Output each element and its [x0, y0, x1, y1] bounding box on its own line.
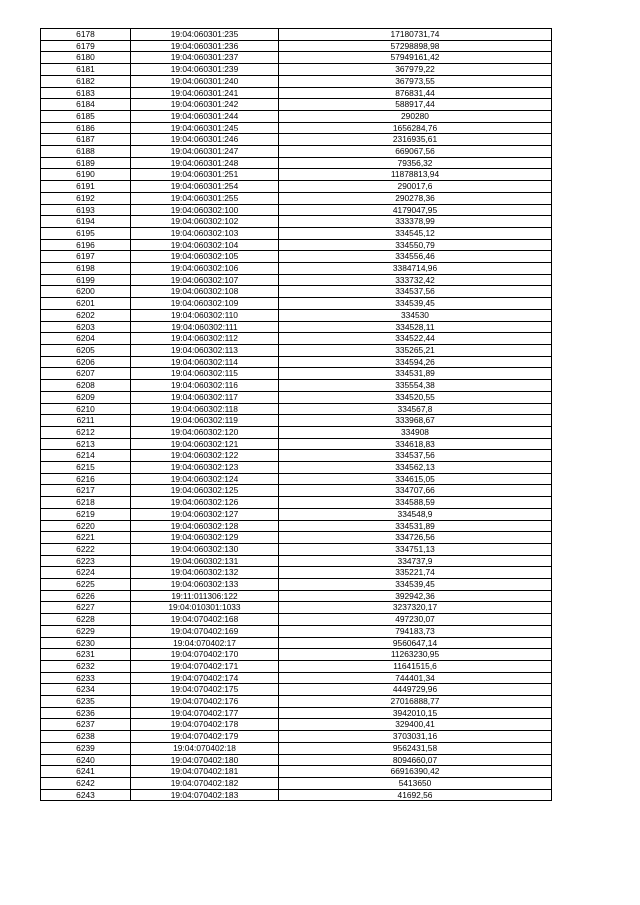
row-number-cell: 6184 — [41, 99, 131, 111]
table-row — [41, 263, 552, 275]
table-row — [41, 99, 552, 111]
cadastral-number-cell: 19:04:060301:242 — [131, 99, 279, 111]
table-row — [41, 122, 552, 134]
table-row — [41, 473, 552, 485]
row-number-cell: 6214 — [41, 450, 131, 462]
table-row — [41, 719, 552, 731]
value-cell: 334522,44 — [279, 333, 552, 345]
table-row — [41, 438, 552, 450]
value-cell: 333732,42 — [279, 274, 552, 286]
value-cell: 334618,83 — [279, 438, 552, 450]
table-row — [41, 590, 552, 602]
value-cell: 334707,66 — [279, 485, 552, 497]
cadastral-number-cell: 19:04:070402:182 — [131, 778, 279, 790]
row-number-cell: 6199 — [41, 274, 131, 286]
row-number-cell: 6240 — [41, 754, 131, 766]
row-number-cell: 6178 — [41, 29, 131, 41]
cadastral-number-cell: 19:04:070402:181 — [131, 766, 279, 778]
table-row — [41, 707, 552, 719]
value-cell: 41692,56 — [279, 789, 552, 801]
cadastral-number-cell: 19:04:060301:235 — [131, 29, 279, 41]
table-row — [41, 344, 552, 356]
table-row — [41, 134, 552, 146]
row-number-cell: 6206 — [41, 356, 131, 368]
value-cell: 334537,56 — [279, 450, 552, 462]
table-row — [41, 333, 552, 345]
row-number-cell: 6197 — [41, 251, 131, 263]
value-cell: 9562431,58 — [279, 742, 552, 754]
cadastral-number-cell: 19:04:060301:241 — [131, 87, 279, 99]
table-body — [41, 29, 552, 801]
cadastral-number-cell: 19:04:060302:124 — [131, 473, 279, 485]
row-number-cell: 6202 — [41, 309, 131, 321]
table-row — [41, 87, 552, 99]
value-cell: 2316935,61 — [279, 134, 552, 146]
row-number-cell: 6192 — [41, 192, 131, 204]
table-row — [41, 29, 552, 41]
cadastral-number-cell: 19:04:070402:176 — [131, 696, 279, 708]
cadastral-number-cell: 19:04:060302:128 — [131, 520, 279, 532]
row-number-cell: 6208 — [41, 380, 131, 392]
row-number-cell: 6224 — [41, 567, 131, 579]
cadastral-number-cell: 19:04:060302:113 — [131, 344, 279, 356]
value-cell: 334737,9 — [279, 555, 552, 567]
table-row — [41, 649, 552, 661]
row-number-cell: 6225 — [41, 579, 131, 591]
row-number-cell: 6190 — [41, 169, 131, 181]
table-row — [41, 216, 552, 228]
table-row — [41, 274, 552, 286]
table-row — [41, 227, 552, 239]
cadastral-number-cell: 19:04:060302:102 — [131, 216, 279, 228]
cadastral-number-cell: 19:04:060302:105 — [131, 251, 279, 263]
value-cell: 335554,38 — [279, 380, 552, 392]
table-row — [41, 543, 552, 555]
value-cell: 333968,67 — [279, 415, 552, 427]
row-number-cell: 6195 — [41, 227, 131, 239]
cadastral-number-cell: 19:04:060302:103 — [131, 227, 279, 239]
cadastral-number-cell: 19:04:070402:177 — [131, 707, 279, 719]
row-number-cell: 6189 — [41, 157, 131, 169]
cadastral-number-cell: 19:04:060302:131 — [131, 555, 279, 567]
value-cell: 669067,56 — [279, 146, 552, 158]
cadastral-number-cell: 19:04:060302:127 — [131, 508, 279, 520]
table-row — [41, 462, 552, 474]
row-number-cell: 6217 — [41, 485, 131, 497]
cadastral-number-cell: 19:04:070402:179 — [131, 731, 279, 743]
row-number-cell: 6207 — [41, 368, 131, 380]
cadastral-number-cell: 19:04:060301:251 — [131, 169, 279, 181]
cadastral-number-cell: 19:04:010301:1033 — [131, 602, 279, 614]
value-cell: 334548,9 — [279, 508, 552, 520]
value-cell: 3384714,96 — [279, 263, 552, 275]
value-cell: 9560647,14 — [279, 637, 552, 649]
value-cell: 794183,73 — [279, 625, 552, 637]
cadastral-number-cell: 19:04:060301:255 — [131, 192, 279, 204]
row-number-cell: 6221 — [41, 532, 131, 544]
cadastral-number-cell: 19:04:060302:119 — [131, 415, 279, 427]
row-number-cell: 6203 — [41, 321, 131, 333]
cadastral-number-cell: 19:04:070402:180 — [131, 754, 279, 766]
value-cell: 290280 — [279, 110, 552, 122]
cadastral-number-cell: 19:04:060301:240 — [131, 75, 279, 87]
table-row — [41, 532, 552, 544]
value-cell: 334545,12 — [279, 227, 552, 239]
table-row — [41, 508, 552, 520]
row-number-cell: 6183 — [41, 87, 131, 99]
row-number-cell: 6181 — [41, 64, 131, 76]
value-cell: 334588,59 — [279, 497, 552, 509]
table-row — [41, 415, 552, 427]
cadastral-number-cell: 19:04:060301:236 — [131, 40, 279, 52]
value-cell: 335265,21 — [279, 344, 552, 356]
cadastral-number-cell: 19:04:060302:123 — [131, 462, 279, 474]
row-number-cell: 6210 — [41, 403, 131, 415]
value-cell: 334531,89 — [279, 368, 552, 380]
row-number-cell: 6237 — [41, 719, 131, 731]
cadastral-number-cell: 19:04:060302:108 — [131, 286, 279, 298]
value-cell: 8094660,07 — [279, 754, 552, 766]
value-cell: 335221,74 — [279, 567, 552, 579]
table-row — [41, 204, 552, 216]
table-row — [41, 110, 552, 122]
cadastral-number-cell: 19:04:060301:237 — [131, 52, 279, 64]
row-number-cell: 6234 — [41, 684, 131, 696]
cadastral-number-cell: 19:04:070402:18 — [131, 742, 279, 754]
table-row — [41, 146, 552, 158]
table-row — [41, 75, 552, 87]
row-number-cell: 6241 — [41, 766, 131, 778]
table-row — [41, 485, 552, 497]
cadastral-number-cell: 19:04:060302:116 — [131, 380, 279, 392]
row-number-cell: 6242 — [41, 778, 131, 790]
row-number-cell: 6243 — [41, 789, 131, 801]
value-cell: 66916390,42 — [279, 766, 552, 778]
table-row — [41, 614, 552, 626]
value-cell: 392942,36 — [279, 590, 552, 602]
row-number-cell: 6211 — [41, 415, 131, 427]
value-cell: 334556,46 — [279, 251, 552, 263]
table-row — [41, 579, 552, 591]
cadastral-number-cell: 19:04:070402:178 — [131, 719, 279, 731]
table-row — [41, 766, 552, 778]
cadastral-number-cell: 19:04:060301:248 — [131, 157, 279, 169]
row-number-cell: 6230 — [41, 637, 131, 649]
row-number-cell: 6216 — [41, 473, 131, 485]
value-cell: 57949161,42 — [279, 52, 552, 64]
value-cell: 588917,44 — [279, 99, 552, 111]
cadastral-number-cell: 19:04:060301:245 — [131, 122, 279, 134]
cadastral-number-cell: 19:04:060302:111 — [131, 321, 279, 333]
table-row — [41, 380, 552, 392]
cadastral-number-cell: 19:04:060302:129 — [131, 532, 279, 544]
cadastral-number-cell: 19:04:060302:121 — [131, 438, 279, 450]
table-row — [41, 696, 552, 708]
cadastral-number-cell: 19:04:060302:104 — [131, 239, 279, 251]
value-cell: 876831,44 — [279, 87, 552, 99]
cadastral-number-cell: 19:04:060301:247 — [131, 146, 279, 158]
cadastral-number-cell: 19:04:060302:125 — [131, 485, 279, 497]
table-row — [41, 286, 552, 298]
value-cell: 497230,07 — [279, 614, 552, 626]
value-cell: 367973,55 — [279, 75, 552, 87]
cadastral-number-cell: 19:11:011306:122 — [131, 590, 279, 602]
table-row — [41, 625, 552, 637]
cadastral-number-cell: 19:04:060301:244 — [131, 110, 279, 122]
value-cell: 57298898,98 — [279, 40, 552, 52]
row-number-cell: 6223 — [41, 555, 131, 567]
cadastral-number-cell: 19:04:070402:169 — [131, 625, 279, 637]
table-row — [41, 754, 552, 766]
value-cell: 334594,26 — [279, 356, 552, 368]
row-number-cell: 6229 — [41, 625, 131, 637]
value-cell: 1656284,76 — [279, 122, 552, 134]
table-row — [41, 309, 552, 321]
cadastral-number-cell: 19:04:060301:254 — [131, 181, 279, 193]
table-row — [41, 520, 552, 532]
cadastral-number-cell: 19:04:070402:171 — [131, 660, 279, 672]
table-row — [41, 298, 552, 310]
cadastral-number-cell: 19:04:060302:106 — [131, 263, 279, 275]
row-number-cell: 6231 — [41, 649, 131, 661]
row-number-cell: 6188 — [41, 146, 131, 158]
cadastral-number-cell: 19:04:060302:117 — [131, 391, 279, 403]
row-number-cell: 6187 — [41, 134, 131, 146]
cadastral-number-cell: 19:04:070402:170 — [131, 649, 279, 661]
cadastral-number-cell: 19:04:060301:239 — [131, 64, 279, 76]
row-number-cell: 6185 — [41, 110, 131, 122]
cadastral-number-cell: 19:04:060302:114 — [131, 356, 279, 368]
cadastral-number-cell: 19:04:060302:112 — [131, 333, 279, 345]
value-cell: 334531,89 — [279, 520, 552, 532]
value-cell: 333378,99 — [279, 216, 552, 228]
row-number-cell: 6220 — [41, 520, 131, 532]
row-number-cell: 6200 — [41, 286, 131, 298]
cadastral-number-cell: 19:04:060302:118 — [131, 403, 279, 415]
cadastral-number-cell: 19:04:060302:100 — [131, 204, 279, 216]
table-row — [41, 181, 552, 193]
row-number-cell: 6194 — [41, 216, 131, 228]
value-cell: 367979,22 — [279, 64, 552, 76]
value-cell: 11263230,95 — [279, 649, 552, 661]
data-table — [40, 28, 552, 801]
value-cell: 334567,8 — [279, 403, 552, 415]
cadastral-number-cell: 19:04:070402:168 — [131, 614, 279, 626]
value-cell: 334550,79 — [279, 239, 552, 251]
table-row — [41, 356, 552, 368]
cadastral-number-cell: 19:04:070402:175 — [131, 684, 279, 696]
value-cell: 4179047,95 — [279, 204, 552, 216]
table-row — [41, 450, 552, 462]
value-cell: 334537,56 — [279, 286, 552, 298]
cadastral-number-cell: 19:04:060302:122 — [131, 450, 279, 462]
table-row — [41, 602, 552, 614]
row-number-cell: 6193 — [41, 204, 131, 216]
value-cell: 334520,55 — [279, 391, 552, 403]
cadastral-number-cell: 19:04:060302:132 — [131, 567, 279, 579]
value-cell: 79356,32 — [279, 157, 552, 169]
cadastral-number-cell: 19:04:060302:133 — [131, 579, 279, 591]
row-number-cell: 6179 — [41, 40, 131, 52]
value-cell: 334751,13 — [279, 543, 552, 555]
table-row — [41, 660, 552, 672]
row-number-cell: 6236 — [41, 707, 131, 719]
value-cell: 290017,6 — [279, 181, 552, 193]
table-row — [41, 426, 552, 438]
value-cell: 334539,45 — [279, 298, 552, 310]
row-number-cell: 6239 — [41, 742, 131, 754]
value-cell: 334528,11 — [279, 321, 552, 333]
table-row — [41, 391, 552, 403]
table-row — [41, 64, 552, 76]
cadastral-number-cell: 19:04:060302:126 — [131, 497, 279, 509]
cadastral-number-cell: 19:04:070402:17 — [131, 637, 279, 649]
cadastral-number-cell: 19:04:060302:130 — [131, 543, 279, 555]
value-cell: 27016888,77 — [279, 696, 552, 708]
row-number-cell: 6191 — [41, 181, 131, 193]
value-cell: 334539,45 — [279, 579, 552, 591]
value-cell: 3703031,16 — [279, 731, 552, 743]
row-number-cell: 6227 — [41, 602, 131, 614]
value-cell: 5413650 — [279, 778, 552, 790]
table-row — [41, 497, 552, 509]
row-number-cell: 6182 — [41, 75, 131, 87]
row-number-cell: 6198 — [41, 263, 131, 275]
cadastral-number-cell: 19:04:070402:174 — [131, 672, 279, 684]
table-row — [41, 403, 552, 415]
row-number-cell: 6218 — [41, 497, 131, 509]
value-cell: 334726,56 — [279, 532, 552, 544]
value-cell: 334562,13 — [279, 462, 552, 474]
table-row — [41, 52, 552, 64]
row-number-cell: 6212 — [41, 426, 131, 438]
table-row — [41, 672, 552, 684]
row-number-cell: 6186 — [41, 122, 131, 134]
table-row — [41, 731, 552, 743]
table-row — [41, 40, 552, 52]
cadastral-number-cell: 19:04:060301:246 — [131, 134, 279, 146]
table-row — [41, 239, 552, 251]
row-number-cell: 6238 — [41, 731, 131, 743]
value-cell: 17180731,74 — [279, 29, 552, 41]
cadastral-number-cell: 19:04:060302:115 — [131, 368, 279, 380]
table-row — [41, 637, 552, 649]
row-number-cell: 6196 — [41, 239, 131, 251]
table-row — [41, 789, 552, 801]
value-cell: 3237320,17 — [279, 602, 552, 614]
row-number-cell: 6222 — [41, 543, 131, 555]
row-number-cell: 6209 — [41, 391, 131, 403]
row-number-cell: 6232 — [41, 660, 131, 672]
table-row — [41, 742, 552, 754]
value-cell: 3942010,15 — [279, 707, 552, 719]
value-cell: 334615,05 — [279, 473, 552, 485]
cadastral-number-cell: 19:04:060302:107 — [131, 274, 279, 286]
table-row — [41, 684, 552, 696]
cadastral-number-cell: 19:04:060302:110 — [131, 309, 279, 321]
cadastral-number-cell: 19:04:060302:109 — [131, 298, 279, 310]
row-number-cell: 6215 — [41, 462, 131, 474]
row-number-cell: 6180 — [41, 52, 131, 64]
value-cell: 4449729,96 — [279, 684, 552, 696]
row-number-cell: 6213 — [41, 438, 131, 450]
value-cell: 329400,41 — [279, 719, 552, 731]
table-row — [41, 567, 552, 579]
table-row — [41, 368, 552, 380]
cadastral-number-cell: 19:04:060302:120 — [131, 426, 279, 438]
table-row — [41, 321, 552, 333]
row-number-cell: 6201 — [41, 298, 131, 310]
value-cell: 290278,36 — [279, 192, 552, 204]
row-number-cell: 6235 — [41, 696, 131, 708]
value-cell: 11878813,94 — [279, 169, 552, 181]
table-row — [41, 169, 552, 181]
table-row — [41, 555, 552, 567]
table-row — [41, 157, 552, 169]
row-number-cell: 6205 — [41, 344, 131, 356]
row-number-cell: 6219 — [41, 508, 131, 520]
value-cell: 744401,34 — [279, 672, 552, 684]
table-row — [41, 778, 552, 790]
row-number-cell: 6233 — [41, 672, 131, 684]
cadastral-number-cell: 19:04:070402:183 — [131, 789, 279, 801]
row-number-cell: 6204 — [41, 333, 131, 345]
value-cell: 334908 — [279, 426, 552, 438]
value-cell: 334530 — [279, 309, 552, 321]
table-row — [41, 192, 552, 204]
value-cell: 11641515,6 — [279, 660, 552, 672]
row-number-cell: 6228 — [41, 614, 131, 626]
table-row — [41, 251, 552, 263]
row-number-cell: 6226 — [41, 590, 131, 602]
